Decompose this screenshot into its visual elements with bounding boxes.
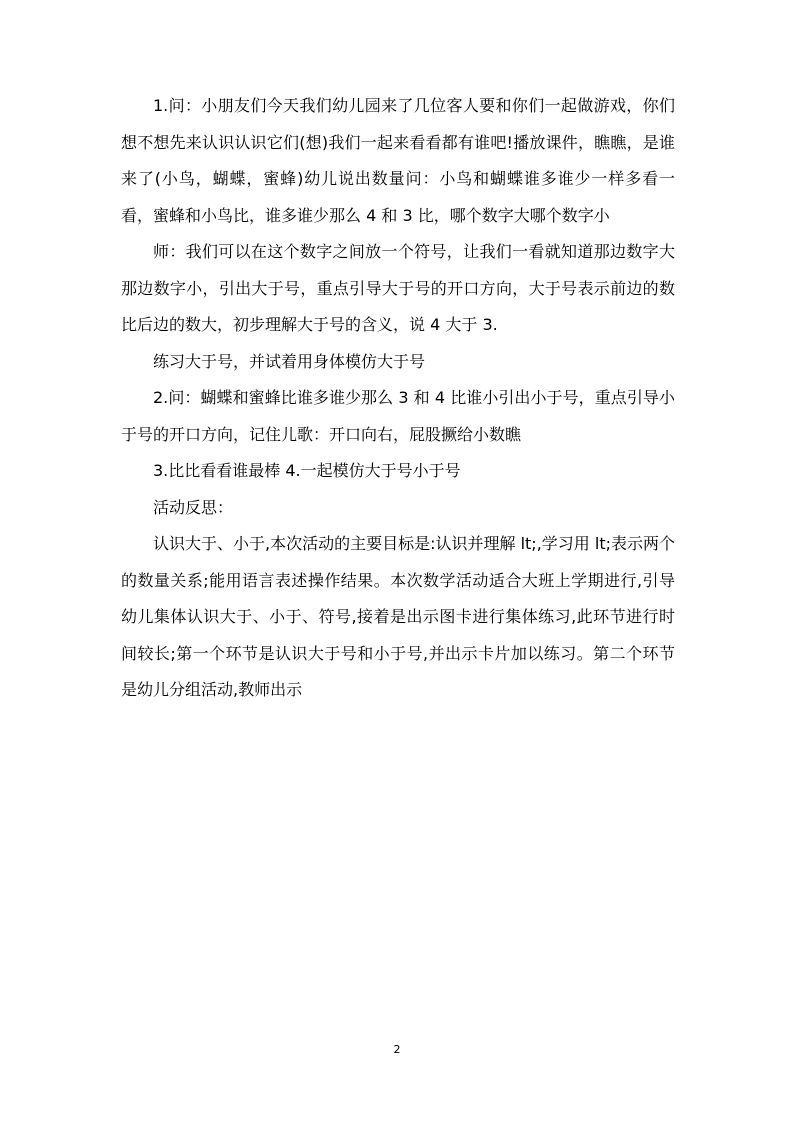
paragraph-question-1: 1.问：小朋友们今天我们幼儿园来了几位客人要和你们一起做游戏，你们想不想先来认识认识它们(想)我们一起来看看都有谁吧!播放课件，瞧瞧，是谁来了(小鸟，蝴蝶，蜜蜂)幼儿说出数量问：小鸟和蝴蝶谁多谁少一样多看一看，蜜蜂和小鸟比，谁多谁少那么 4 和 3 比，哪个数字大哪个数字小 xyxy=(121,96,675,225)
paragraph-reflection-heading: 活动反思： xyxy=(153,497,234,517)
paragraph-question-2: 2.问：蝴蝶和蜜蜂比谁多谁少那么 3 和 4 比谁小引出小于号，重点引导小于号的开口方向，记住儿歌：开口向右，屁股撅给小数瞧 xyxy=(121,388,675,444)
document-body xyxy=(121,88,675,709)
paragraph-teacher-greater-than: 师：我们可以在这个数字之间放一个符号，让我们一看就知道那边数字大那边数字小，引出大于号，重点引导大于号的开口方向，大于号表示前边的数比后边的数大，初步理解大于号的含义，说 4 大于 3. xyxy=(121,242,675,334)
paragraph-practice-greater-than: 练习大于号，并试着用身体模仿大于号 xyxy=(153,351,426,371)
page-number: 2 xyxy=(393,1043,401,1056)
paragraph-reflection-body: 认识大于、小于,本次活动的主要目标是:认识并理解 lt;,学习用 lt;表示两个的数量关系;能用语言表述操作结果。本次数学活动适合大班上学期进行,引导幼儿集体认识大于、小于、符号,接着是出示图卡进行集体练习,此环节进行时间较长;第一个环节是认识大于号和小于号,并出示卡片加以练习。第二个环节是幼儿分组活动,教师出示 xyxy=(121,534,675,699)
paragraph-step-3-4: 3.比比看看谁最棒 4.一起模仿大于号小于号 xyxy=(153,461,461,480)
